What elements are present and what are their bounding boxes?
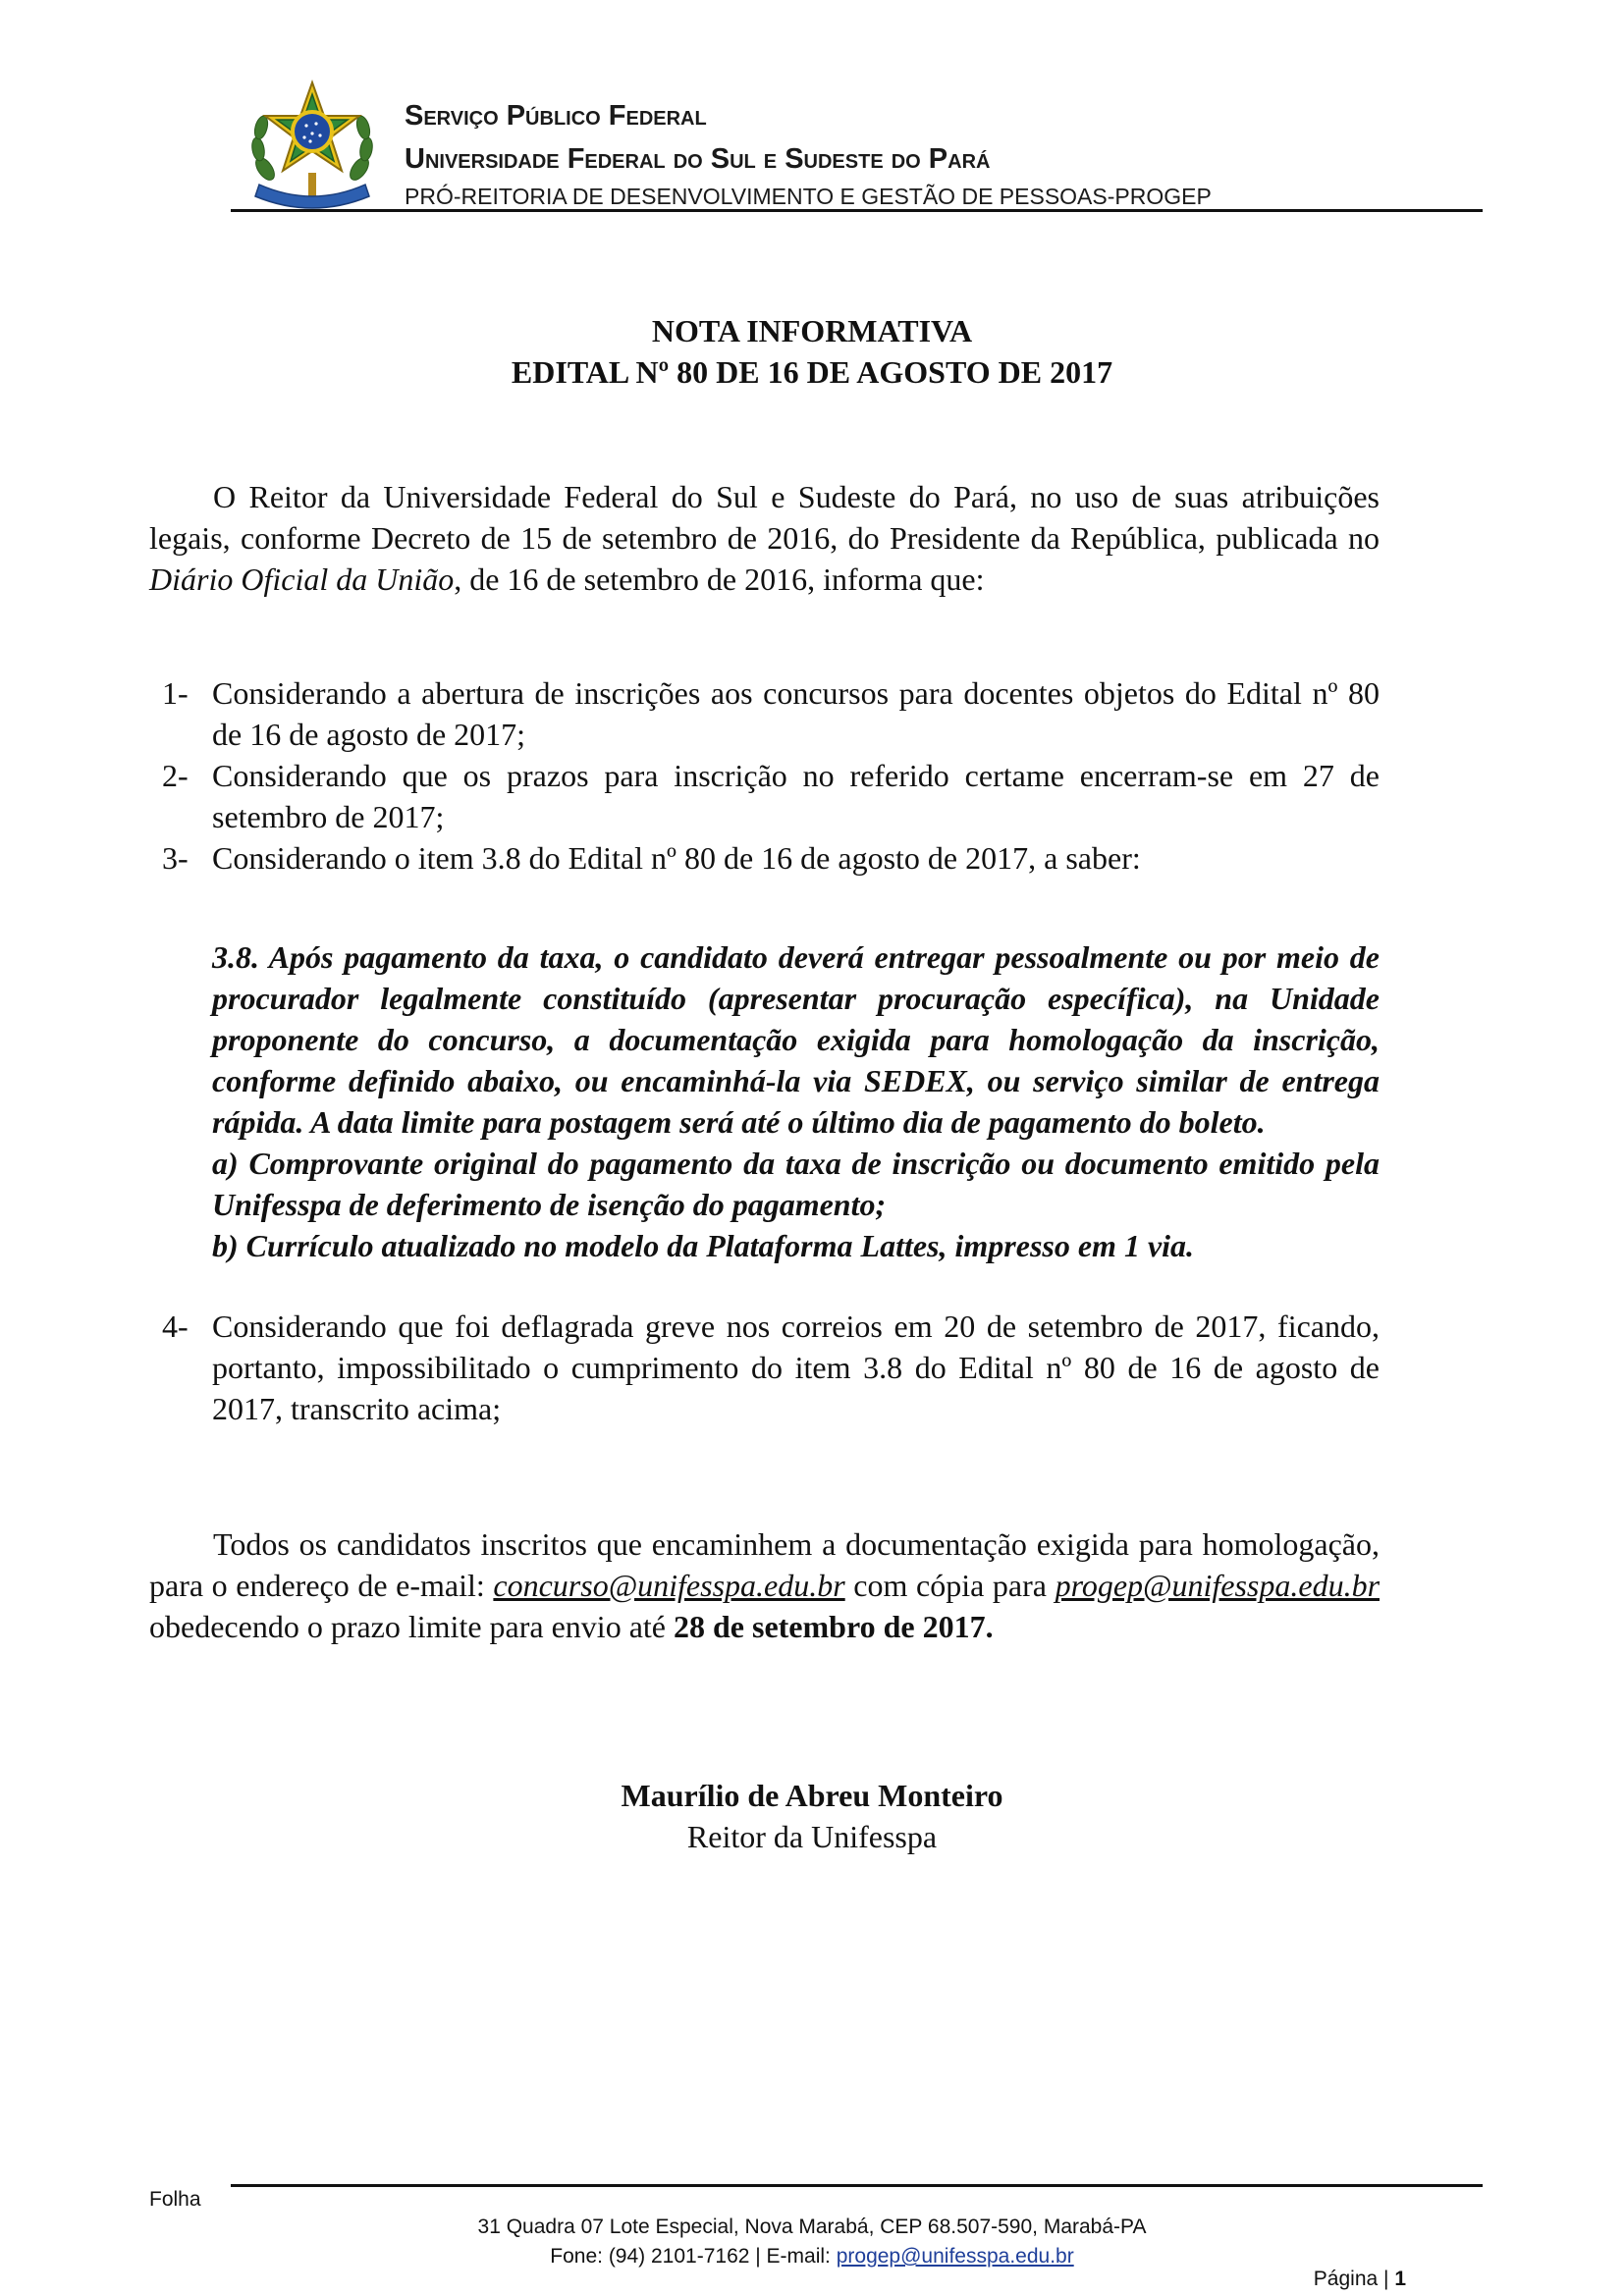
item-text: Considerando que foi deflagrada greve nos correios em 20 de setembro de 2017, ficando, portanto, impossibilitado o cumprimento do item 3.8 do Edital nº 80 de 16 de agosto de 2017, transcrito acima;	[212, 1308, 1380, 1426]
concurso-email-link[interactable]: concurso@unifesspa.edu.br	[493, 1568, 845, 1603]
footer-address: 31 Quadra 07 Lote Especial, Nova Marabá, CEP 68.507-590, Marabá-PA	[477, 2216, 1147, 2238]
quote-item-b: b) Currículo atualizado no modelo da Plataforma Lattes, impresso em 1 via.	[212, 1228, 1195, 1263]
footer-email-link[interactable]: progep@unifesspa.edu.br	[836, 2245, 1074, 2268]
intro-paragraph	[149, 476, 1380, 600]
org-department: PRÓ-REITORIA DE DESENVOLVIMENTO E GESTÃO DE PESSOAS-PROGEP	[405, 184, 1212, 209]
organization-name	[405, 94, 1212, 213]
org-university: Universidade Federal do Sul e Sudeste do Pará	[405, 143, 991, 175]
org-service: Serviço Público Federal	[405, 100, 707, 132]
item-text: Considerando que os prazos para inscrição no referido certame encerram-se em 27 de setembro de 2017;	[212, 758, 1380, 834]
page-number	[1314, 2265, 1406, 2294]
item-number: 1-	[162, 675, 189, 711]
quoted-edital-item	[212, 936, 1380, 1266]
intro-gazette-name: Diário Oficial da União	[149, 561, 455, 597]
page-number-value: 1	[1394, 2268, 1406, 2290]
header-divider	[231, 209, 1483, 212]
signatory-name: Maurílio de Abreu Monteiro	[621, 1778, 1003, 1813]
list-item	[162, 755, 1380, 837]
signature-block	[0, 1775, 1624, 1857]
closing-text-3: obedecendo o prazo limite para envio até	[149, 1609, 674, 1644]
footer-phone: Fone: (94) 2101-7162 | E-mail:	[550, 2245, 837, 2268]
page-label: Página |	[1313, 2268, 1395, 2290]
list-item	[162, 1306, 1380, 1429]
deadline-date: 28 de setembro de 2017.	[673, 1609, 994, 1644]
item-text: Considerando a abertura de inscrições aos concursos para docentes objetos do Edital nº 80 de 16 de agosto de 2017;	[212, 675, 1380, 752]
list-item	[162, 837, 1380, 879]
folha-label: Folha	[149, 2188, 201, 2211]
item-number: 4-	[162, 1308, 189, 1344]
progep-email-link[interactable]: progep@unifesspa.edu.br	[1055, 1568, 1380, 1603]
item-number: 2-	[162, 758, 189, 793]
quote-item-a: a) Comprovante original do pagamento da taxa de inscrição ou documento emitido pela Unifesspa de deferimento de isenção do pagamento;	[212, 1146, 1380, 1222]
document-title	[0, 310, 1624, 393]
title-line-2: EDITAL Nº 80 DE 16 DE AGOSTO DE 2017	[511, 354, 1113, 390]
signatory-role: Reitor da Unifesspa	[686, 1819, 938, 1854]
closing-paragraph	[149, 1523, 1380, 1647]
intro-text-end: , de 16 de setembro de 2016, informa que:	[454, 561, 985, 597]
footer-divider	[231, 2184, 1483, 2187]
title-line-1: NOTA INFORMATIVA	[651, 313, 973, 348]
list-item	[162, 672, 1380, 755]
item-number: 3-	[162, 840, 189, 876]
item-text: Considerando o item 3.8 do Edital nº 80 de 16 de agosto de 2017, a saber:	[212, 840, 1141, 876]
closing-text-2: com cópia para	[844, 1568, 1056, 1603]
quote-main: 3.8. Após pagamento da taxa, o candidato deverá entregar pessoalmente ou por meio de procurador legalmente constituído (apresentar procuração específica), na Unidade proponente do concurso, a documentação exigida para homologação da inscrição, conforme definido abaixo, ou encaminhá-la via SEDEX, ou serviço similar de entrega rápida. A data limite para postagem será até o último dia de pagamento do boleto.	[212, 939, 1380, 1140]
intro-text-start: O Reitor da Universidade Federal do Sul e Sudeste do Pará, no uso de suas atribuições legais, conforme Decreto de 15 de setembro de 2016, do Presidente da República, publicada no	[149, 479, 1380, 556]
considerations-list	[162, 672, 1380, 879]
closing-text-1: Todos os candidatos inscritos que encaminhem a documentação exigida para homologação, para o endereço de e-mail:	[149, 1526, 1380, 1603]
considerations-list-continued	[162, 1306, 1380, 1429]
brazil-coat-of-arms-icon	[245, 79, 379, 212]
